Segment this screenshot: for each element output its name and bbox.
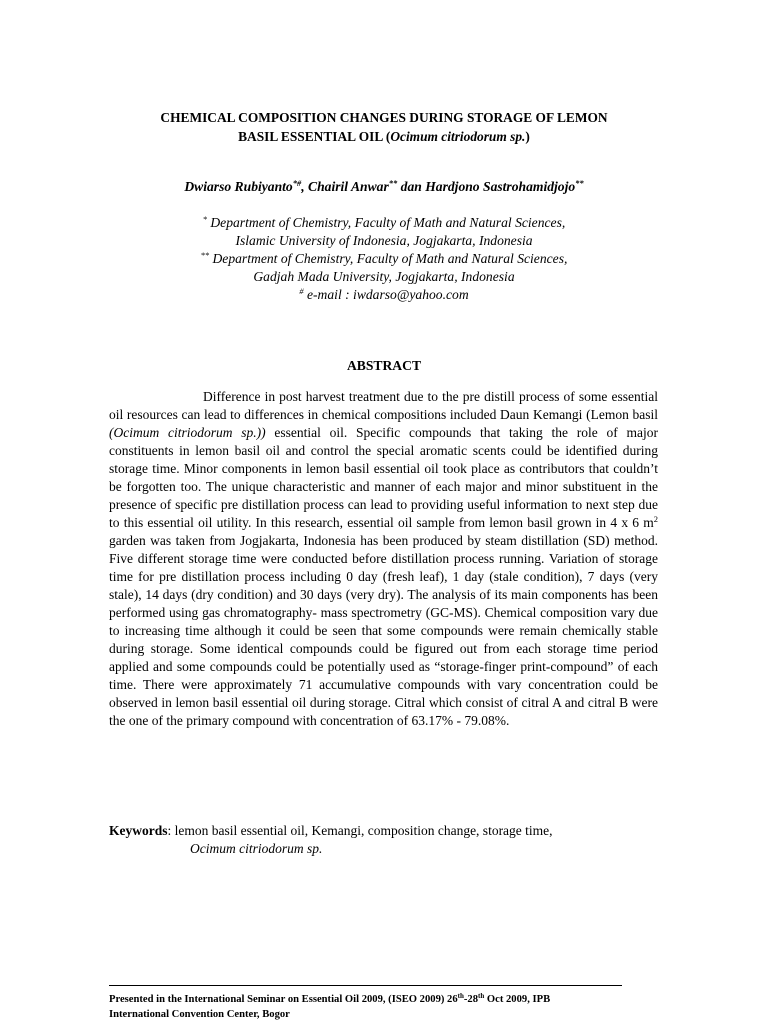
affiliations — [110, 214, 658, 304]
affiliation-2-line-2: Gadjah Mada University, Jogjakarta, Indonesia — [253, 269, 515, 284]
author-3: dan Hardjono Sastrohamidjojo — [397, 179, 576, 194]
author-2: , Chairil Anwar — [301, 179, 389, 194]
paper-title — [110, 108, 658, 146]
title-line-2-prefix: BASIL ESSENTIAL OIL ( — [238, 129, 391, 144]
affiliation-2-text: Department of Chemistry, Faculty of Math and Natural Sciences, — [209, 251, 568, 266]
abstract-superscript: 2 — [653, 514, 658, 524]
author-1-mark: *# — [292, 178, 302, 188]
title-species: Ocimum citriodorum sp. — [390, 129, 526, 144]
affiliation-1-line-1 — [110, 214, 658, 232]
keywords-text: : lemon basil essential oil, Kemangi, composition change, storage time, — [167, 823, 553, 838]
affiliation-2-mark: ** — [200, 250, 210, 260]
footer-note — [109, 992, 669, 1022]
affiliation-1-text: Department of Chemistry, Faculty of Math and Natural Sciences, — [206, 215, 566, 230]
keywords-label: Keywords — [109, 823, 168, 838]
abstract-body — [109, 388, 658, 730]
author-1: Dwiarso Rubiyanto — [184, 179, 293, 194]
title-line-1: CHEMICAL COMPOSITION CHANGES DURING STORAGE OF LEMON — [160, 110, 608, 125]
abstract-text-3: garden was taken from Jogjakarta, Indonesia has been produced by steam distillation (SD) method. Five different storage time were conducted before distillation process running. Variation of storage time for pre distillation process including 0 day (fresh leaf), 1 day (stale condition), 7 days (very stale), 14 days (dry condition) and 30 days (very dry). The analysis of its main components has been performed using gas chromatography- mass spectrometry (GC-MS). Chemical composition vary due to increasing time although it could be seen that some compounds were remain chemically stable during storage. Some identical compounds could be figured out from each storage time period applied and some compounds could be potentially used as “storage-finger print-compound” of each time. There were approximately 71 accumulative compounds with vary concentration could be observed in lemon basil essential oil during storage. Citral which consist of citral A and citral B were the one of the primary compound with concentration of 63.17% - 79.08%. — [109, 533, 658, 728]
affiliation-2-line-1 — [110, 250, 658, 268]
email-line — [110, 286, 658, 304]
title-line-2-suffix: ) — [525, 129, 530, 144]
email-mark: # — [299, 286, 304, 296]
abstract-paragraph — [109, 388, 658, 730]
affiliation-1-line-2: Islamic University of Indonesia, Jogjakarta, Indonesia — [235, 233, 533, 248]
footer-sup-1: th — [457, 992, 464, 1000]
footer-sup-2: th — [478, 992, 485, 1000]
affiliation-1-mark: * — [202, 214, 207, 224]
abstract-text-2: essential oil. Specific compounds that taking the role of major constituents in lemon basil oil and control the special aromatic scents could be identified during storage time. Minor components in lemon basil essential oil took place as contributors that couldn’t be forgotten too. The unique characteristic and manner of each major and minor substituent in the presence of specific pre distillation process can lead to providing useful information to next step due to this essential oil utility. In this research, essential oil sample from lemon basil grown in 4 x 6 m — [109, 425, 658, 530]
abstract-heading: ABSTRACT — [346, 358, 422, 373]
author-2-mark: ** — [388, 178, 398, 188]
keywords-line-1 — [109, 822, 658, 840]
footer-divider — [109, 985, 622, 986]
email-text: e-mail : iwdarso@yahoo.com — [303, 287, 469, 302]
title-line-2 — [110, 127, 658, 146]
footer-line-2: International Convention Center, Bogor — [109, 1009, 290, 1020]
author-list — [110, 178, 658, 196]
keywords-block — [109, 822, 658, 858]
footer-text-2: -28 — [463, 994, 478, 1005]
author-3-mark: ** — [575, 178, 584, 188]
abstract-text-1: Difference in post harvest treatment due to the pre distill process of some essential oil resources can lead to differences in chemical compositions included Daun Kemangi (Lemon basil — [109, 389, 658, 422]
footer-text-3: Oct 2009, IPB — [484, 994, 551, 1005]
footer-line-1 — [109, 992, 669, 1007]
abstract-species: (Ocimum citriodorum sp.)) — [109, 425, 266, 440]
keywords-species: Ocimum citriodorum sp. — [190, 841, 323, 856]
footer-text-1: Presented in the International Seminar on Essential Oil 2009, (ISEO 2009) 26 — [109, 994, 458, 1005]
